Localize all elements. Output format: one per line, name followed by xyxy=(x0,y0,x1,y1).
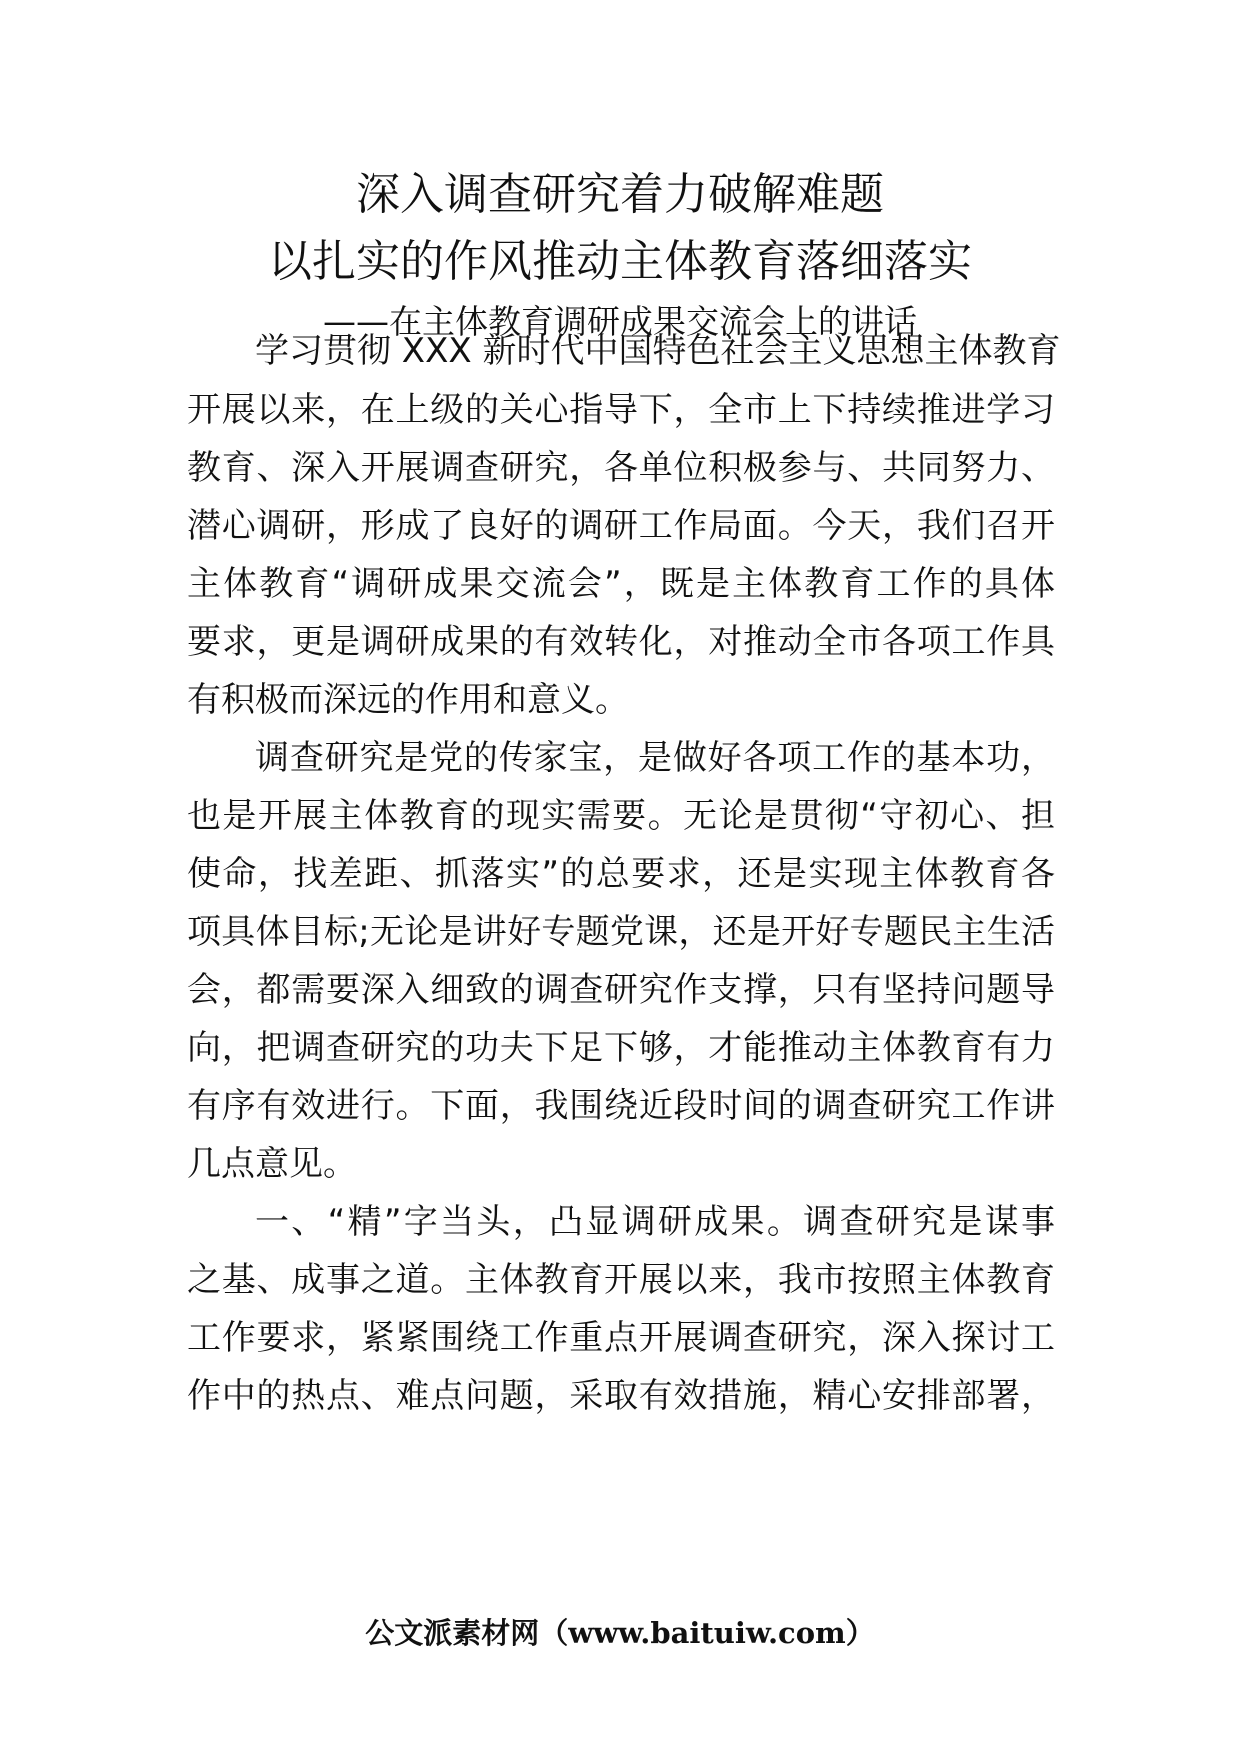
paragraph-1-line: 学习贯彻 XXX 新时代中国特色社会主义思想主体教育 xyxy=(255,331,1061,371)
paragraph-1-line: 有积极而深远的作用和意义。 xyxy=(187,680,629,720)
paragraph-2-line: 也是开展主体教育的现实需要。无论是贯彻“守初心、担 xyxy=(187,796,1055,836)
paragraph-2-line: 项具体目标;无论是讲好专题党课，还是开好专题民主生活 xyxy=(187,912,1055,952)
paragraph-1-line: 主体教育“调研成果交流会”，既是主体教育工作的具体 xyxy=(187,564,1055,604)
paragraph-2-line: 使命，找差距、抓落实”的总要求，还是实现主体教育各 xyxy=(187,854,1055,894)
paragraph-2-line: 会，都需要深入细致的调查研究作支撑，只有坚持问题导 xyxy=(187,970,1055,1010)
document-title-line-2: 以扎实的作风推动主体教育落细落实 xyxy=(268,236,972,287)
paragraph-2-line: 几点意见。 xyxy=(187,1144,357,1184)
paragraph-1-line: 开展以来，在上级的关心指导下，全市上下持续推进学习 xyxy=(187,390,1055,430)
paragraph-2-line: 调查研究是党的传家宝，是做好各项工作的基本功， xyxy=(255,738,1055,778)
paragraph-3-line: 作中的热点、难点问题，采取有效措施，精心安排部署， xyxy=(187,1376,1055,1416)
page-footer: 公文派素材网（www.baituiw.com） xyxy=(365,1616,875,1650)
paragraph-1-line: 教育、深入开展调查研究，各单位积极参与、共同努力、 xyxy=(187,448,1055,488)
document-title-line-1: 深入调查研究着力破解难题 xyxy=(356,169,884,220)
paragraph-1-line: 要求，更是调研成果的有效转化，对推动全市各项工作具 xyxy=(187,622,1055,662)
paragraph-2-line: 向，把调查研究的功夫下足下够，才能推动主体教育有力 xyxy=(187,1028,1055,1068)
paragraph-3-line: 一、“精”字当头，凸显调研成果。调查研究是谋事 xyxy=(255,1202,1055,1242)
document-subtitle: ——在主体教育调研成果交流会上的讲话 xyxy=(323,302,917,341)
paragraph-3-line: 工作要求，紧紧围绕工作重点开展调查研究，深入探讨工 xyxy=(187,1318,1055,1358)
paragraph-3-line: 之基、成事之道。主体教育开展以来，我市按照主体教育 xyxy=(187,1260,1055,1300)
paragraph-2-line: 有序有效进行。下面，我围绕近段时间的调查研究工作讲 xyxy=(187,1086,1055,1126)
paragraph-1-line: 潜心调研，形成了良好的调研工作局面。今天，我们召开 xyxy=(187,506,1055,546)
